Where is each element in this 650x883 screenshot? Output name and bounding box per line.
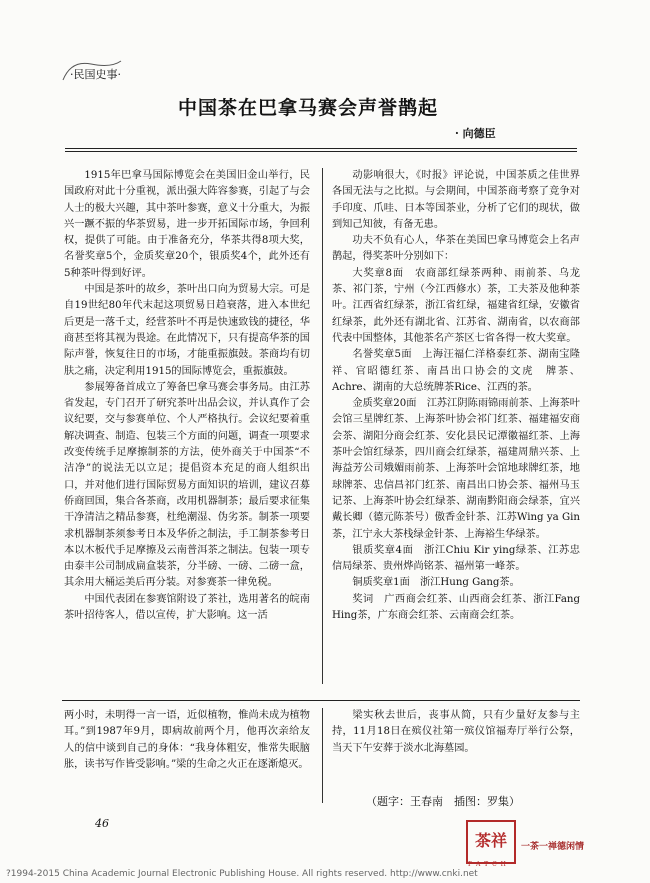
section-label: ·民国史事· (70, 68, 121, 81)
illustration-caption: （题字：王春南 插图：罗集） (366, 795, 520, 808)
copyright-footer: ?1994-2015 China Academic Journal Electronic Publishing House. All rights reserved. http://www.cnki.net (6, 869, 478, 879)
right-paragraph-3: 大奖章8面 农商部红绿茶两种、雨前茶、乌龙茶、祁门茶，宁州（今江西修水）茶，工夫茶及他种茶叶。江西省红绿茶，浙江省红绿，福建省红绿，安徽省红绿茶，此外还有湖北省、江苏省、湖南省，以农商部代表中国整体，其他茶名产茶区七省各得一枚大奖章。 (332, 267, 580, 344)
top-rule-2 (65, 151, 577, 152)
author-name: · 向德臣 (455, 127, 496, 140)
right-paragraph-4: 名誉奖章5面 上海汪福仁洋格泰红茶、湖南宝隆祥、官昭德红茶、南昌出口协会的文虎 牌茶、Achre、湖南的大总统牌茶Rice、江西的茶。 (332, 349, 580, 393)
right-paragraph-6: 银质奖章4面 浙江Chiu Kir ying绿茶、江苏忠信局绿茶、贵州烨尚铭茶、福州第一峰茶。 (332, 544, 580, 573)
right-paragraph-2: 功夫不负有心人，华茶在美国巴拿马博览会上名声鹊起，得奖茶叶分别如下： (332, 235, 580, 263)
right-paragraph-8: 奖词 广西商会红茶、山西商会红茶、浙江Fang Hing茶，广东商会红茶、云南商会红茶。 (332, 593, 580, 622)
bottom-column-divider (322, 708, 323, 803)
left-paragraph-4: 中国代表团在参赛馆附设了茶社，选用著名的皖南茶叶招待客人，借以宣传，扩大影响。这一活 (64, 593, 310, 622)
bottom-right-paragraph: 梁实秋去世后，丧事从简，只有少量好友参与主持，11月18日在殡仪社第一殡仪馆福寿厅举行公祭，当天下午安葬于淡水北海墓园。 (332, 710, 580, 754)
left-paragraph-3: 参展筹备首成立了筹备巴拿马赛会事务局。由江苏省发起，专门召开了研究茶叶出品会议，并认真作了会议纪要，交与参赛单位、个人严格执行。会议纪要着重解决调查、制造、包装三个方面的问题，调查一项要求改变传统手足摩擦制茶的方法，使外商关于中国茶“不洁净”的说法无以立足；提倡资本充足的商人组织出口，并对他们进行国际贸易方面知识的培训，建议召募侨商回国，集合各茶商，改用机器制茶；最后要求征集干净清洁之精品参赛，杜绝潮湿、伪劣茶。制茶一项要求机器制茶须参考日本及华侨之制法，手工制茶参考日本以木板代手足摩擦及云南普洱茶之制法。包装一项专由泰丰公司制成扁盒装茶，分半磅、一磅、二磅一盒，其余用大桶运美后再分装。对参赛茶一律免税。 (64, 381, 310, 589)
teahouse-logo-stamp: 茶祥 (466, 820, 516, 864)
section-rule (62, 700, 580, 701)
bottom-left-paragraph: 两小时，未明得一言一语，近似植物，惟尚未成为植物耳。”到1987年9月，即病故前两个月，他再次亲给友人的信中谈到自己的身体：“我身体粗安，惟常失眠脑胀，读书写作皆受影响。”梁的生命之火正在逐渐熄灭。 (64, 710, 310, 770)
bottom-right-column (332, 708, 580, 757)
right-column (332, 168, 580, 624)
left-column (64, 168, 310, 624)
column-divider (322, 168, 323, 684)
article-title: 中国茶在巴拿马赛会声誉鹊起 (178, 97, 439, 119)
left-paragraph-1: 1915年巴拿马国际博览会在美国旧金山举行，民国政府对此十分重视，派出强大阵容参赛，引起了与会人士的极大兴趣，其中茶叶参赛，意义十分重大，为振兴一蹶不振的华茶贸易，进一步开拓国际市场，争回利权，提供了可能。由于准备充分，华茶共得8项大奖，名誉奖章5个，金质奖章20个，银质奖4个，此外还有5种茶叶得到好评。 (64, 170, 310, 279)
right-paragraph-1: 动影响很大，《时报》评论说，中国茶质之佳世界各国无法与之比拟。与会期间，中国茶商考察了竞争对手印度、爪哇、日本等国茶业，分析了它们的现状，做到知己知彼，有备无患。 (332, 170, 580, 230)
logo-subtext: P A T C H (468, 861, 507, 868)
left-paragraph-2: 中国是茶叶的故乡，茶叶出口向为贸易大宗。可是自19世纪80年代末起这项贸易日趋衰落，进入本世纪后更是一落千丈，经营茶叶不再是快速致钱的捷径，华商甚至将其视为畏途。在此情况下，只有提高华茶的国际声誉，恢复往日的市场，才能重振旗鼓。茶商均有切肤之痛，决定利用1915的国际博览会，重振旗鼓。 (64, 284, 310, 377)
logo-tagline: 一茶一禅德闲情 (521, 842, 585, 852)
bottom-left-column (64, 708, 310, 773)
section-ornament (61, 58, 151, 82)
right-paragraph-7: 铜质奖章1面 浙江Hung Gang茶。 (352, 577, 520, 589)
page-number: 46 (95, 817, 109, 830)
top-rule (65, 148, 577, 149)
right-paragraph-5: 金质奖章20面 江苏江阴陈雨锦雨前茶、上海茶叶会馆三星牌红茶、上海茶叶协会祁门红茶、福建福安商会茶、湖阳分商会红茶、安化县民记潭徽福红茶、上海茶叶会馆红绿茶，四川商会红绿茶，福建周鼎兴茶、上海益芳公司娥媚雨前茶、上海茶叶会馆地球牌红茶，地球牌茶、忠信昌祁门红茶、南昌出口协会茶、福州马玉记茶、上海茶叶协会红绿茶、湖南黔阳商会绿茶，宜兴戴长卿（德元陈茶号）傲香金针茶、江苏Wing ya Gin茶，江宁永大茶栈绿金针茶、上海裕生华绿茶。 (332, 398, 580, 540)
